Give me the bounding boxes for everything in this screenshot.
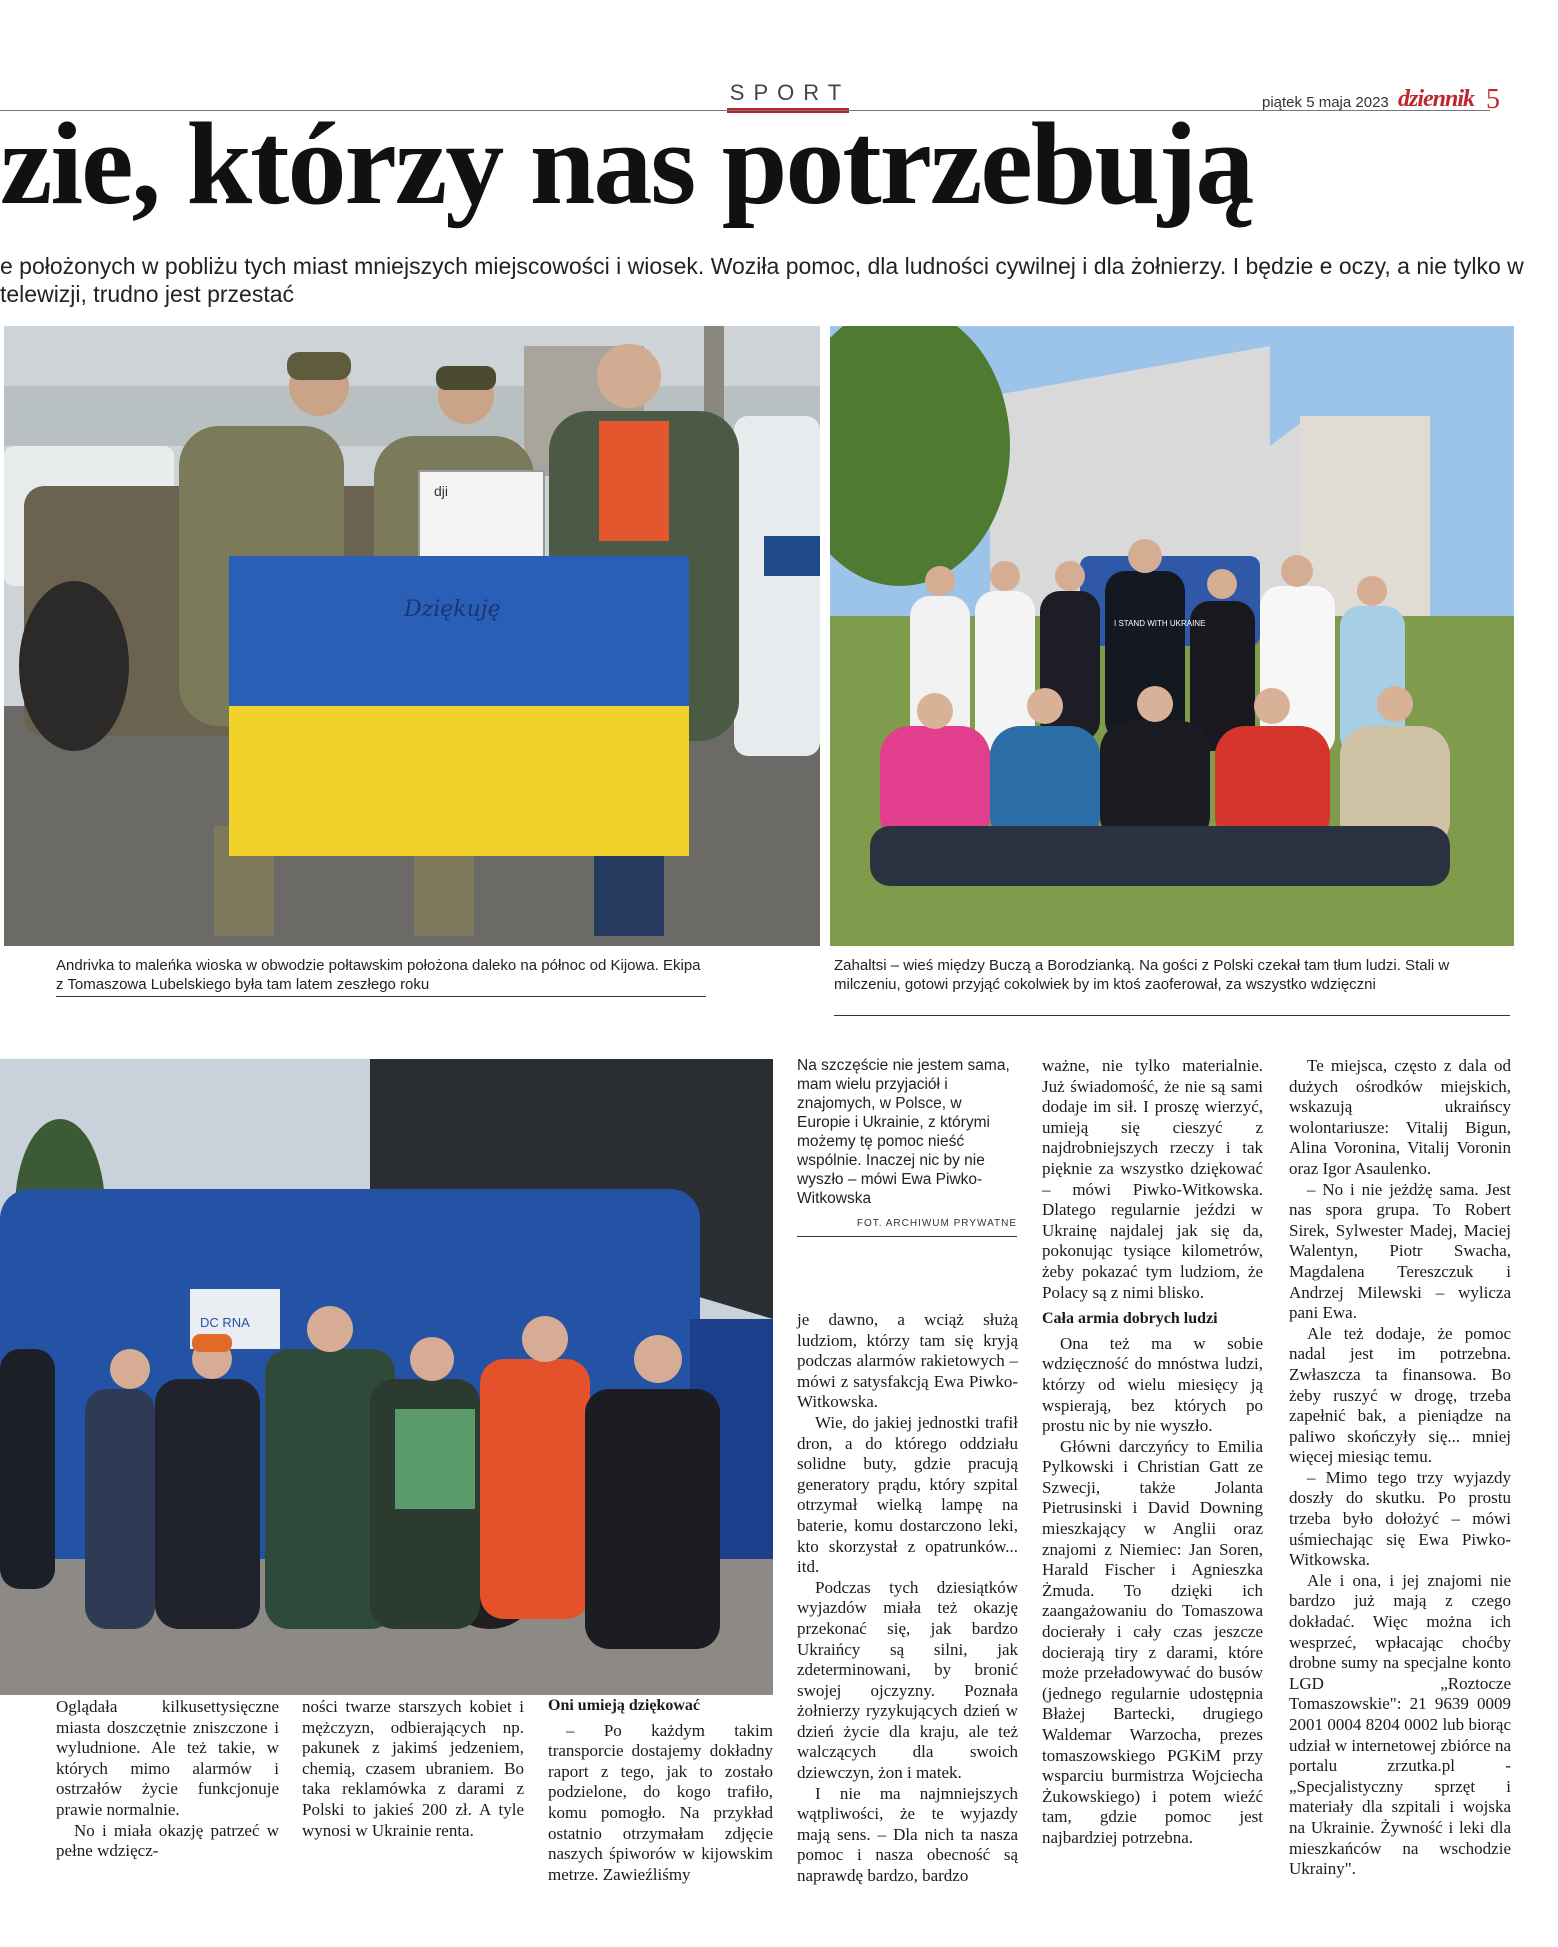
- paragraph: – No i nie jeżdżę sama. Jest nas spora grupa. To Robert Sirek, Sylwester Madej, Maciej Walentyn, Piotr Swacha, Magdalena Tereszczuk i Andrzej Milewski – wylicza pani Ewa.: [1289, 1179, 1511, 1323]
- article-column-3: [548, 1690, 773, 1885]
- paragraph: – Mimo tego trzy wyjazdy doszły do skutku. Po prostu trzeba było dołożyć – mówi uśmiechając się Ewa Piwko-Witkowska.: [1289, 1467, 1511, 1570]
- subheading: Oni umieją dziękować: [548, 1697, 700, 1714]
- lead-paragraph: e położonych w pobliżu tych miast mniejszych miejscowości i wiosek. Woziła pomoc, dla ludności cywilnej i dla żołnierzy. I będzie e oczy, a nie tylko w telewizji, trudno jest przestać: [0, 253, 1524, 307]
- paragraph: Ona też ma w sobie wdzięczność do mnóstwa ludzi, którzy od wielu miesięcy ją wspierają, bez których po prostu nic by nie wyszło.: [1042, 1333, 1263, 1436]
- subheading: Cała armia dobrych ludzi: [1042, 1310, 1218, 1328]
- paragraph: je dawno, a wciąż służą ludziom, którzy tam się kryją podczas alarmów rakietowych – mówi z satysfakcją Ewa Piwko-Witkowska.: [797, 1310, 1018, 1412]
- ukrainian-flag: [229, 556, 689, 856]
- brand-logo: dziennik: [1398, 86, 1475, 112]
- svg-text:dji: dji: [434, 483, 449, 499]
- photo-zahaltsi: [830, 326, 1514, 946]
- paragraph: – Po każdym takim transporcie dostajemy dokładny raport z tego, jak to zostało podzielone, do kogo trafiło, komu pomogło. Na przykład ostatnio otrzymałam zdjęcie naszych śpiworów w kijowskim metrze. Zawieźliśmy: [548, 1720, 773, 1884]
- svg-text:DC RNA: DC RNA: [200, 1315, 250, 1330]
- photo-team-van: [0, 1059, 773, 1695]
- photo-andrivka-caption: Andrivka to maleńka wioska w obwodzie połtawskim położona daleko na północ od Kijowa. Ekipa z Tomaszowa Lubelskiego była tam latem zeszłego roku: [56, 957, 701, 993]
- article-column-6: [1289, 1056, 1511, 1880]
- paragraph: Te miejsca, często z dala od dużych ośrodków miejskich, wskazują ukraińscy wolontariusze: Vitalij Bigun, Alina Voronina, Vitalij Voronin oraz Igor Asaulenko.: [1289, 1056, 1511, 1178]
- article-column-1: [56, 1697, 279, 1862]
- photo-andrivka: [4, 326, 820, 946]
- section-label: SPORT: [729, 80, 851, 105]
- svg-text:Dziękuję: Dziękuję: [404, 597, 501, 622]
- paragraph: ważne, nie tylko materialnie. Już świadomość, że nie są sami dodaje im sił. I proszę wierzyć, umieją się cieszyć z najdrobniejszych rzeczy i tak pięknie za wszystko dziękować – mówi Piwko-Witkowska. Dlatego regularnie jeździ w Ukrainę najdalej jak się da, pokonując tysiące kilometrów, żeby pokazać tym ludziom, że Polacy są z nimi blisko.: [1042, 1056, 1263, 1302]
- paragraph: Ale też dodaje, że pomoc nadal jest im potrzebna. Zwłaszcza ta finansowa. Bo żeby ruszyć w drogę, trzeba zapełnić bak, a pieniądze na paliwo skończyły się... mniej więcej miesiąc temu.: [1289, 1323, 1511, 1467]
- credit-rule: [797, 1236, 1017, 1237]
- caption-rule: [834, 1015, 1510, 1016]
- article-column-4: [797, 1310, 1018, 1887]
- paragraph: No i miała okazję patrzeć w pełne wdzięcz-: [56, 1820, 279, 1861]
- paragraph: Podczas tych dziesiątków wyjazdów miała też okazję przekonać się, jak bardzo Ukraińcy są silni, jak zdeterminowani, by bronić swojej ojczyzny. Poznała żołnierzy ryzykujących dzień w dzień życie dla kraju, ale też walczących dla swoich dziewczyn, żon i matek.: [797, 1577, 1018, 1783]
- paragraph: Ale i ona, i jej znajomi nie bardzo już mają z czego dokładać. Więc można ich wesprzeć, wpłacając choćby drobne sumy na specjalne konto LGD „Roztocze Tomaszowskie": 21 9639 0009 2001 0004 8204 0002 lub biorąc udział w internetowej zbiórce na portalu zrzutka.pl - „Specjalistyczny sprzęt i materiały dla szpitali i wojska na Ukrainie. Żywność i leki dla mieszkańców na wschodzie Ukrainy".: [1289, 1570, 1511, 1879]
- paragraph: Wie, do jakiej jednostki trafił dron, a do którego oddziału solidne buty, gdzie pracują generatory prądu, który szpital otrzymał wielką lampę na baterie, komu dostarczono leki, kto skorzystał z opatrunków... itd.: [797, 1412, 1018, 1577]
- photo-credit: FOT. ARCHIWUM PRYWATNE: [856, 1218, 1017, 1229]
- svg-text:I STAND WITH UKRAINE: I STAND WITH UKRAINE: [1114, 619, 1206, 628]
- headline: zie, którzy nas potrzebują: [0, 98, 1253, 229]
- article-column-2: [302, 1697, 524, 1841]
- article-column-5: [1042, 1056, 1263, 1849]
- photo-side-caption: Na szczęście nie jestem sama, mam wielu przyjaciół i znajomych, w Polsce, w Europie i Ukrainie, z którymi możemy tę pomoc nieść wspólnie. Inaczej nic by nie wyszło – mówi Ewa Piwko-Witkowska: [797, 1057, 1010, 1207]
- paragraph: ności twarze starszych kobiet i mężczyzn, odbierających np. pakunek z jakimś jedzeniem, chemią, czasem ubraniem. Bo taka reklamówka z darami z Polski to jakieś 200 zł. A tyle wynosi w Ukrainie renta.: [302, 1697, 524, 1840]
- paragraph: Główni darczyńcy to Emilia Pylkowski i Christian Gatt ze Szwecji, także Jolanta Pietrusinski i David Downing mieszkający w Anglii oraz znajomi z Niemiec: Jan Soren, Harald Fischer i Agnieszka Żmuda. To dzięki ich zaangażowaniu do Tomaszowa docierały i cały czas jeszcze docierają tiry z darami, które może przeładowywać do busów (jednego regularnie udostępnia Błażej Bartecki, drugiego Waldemar Warzocha, prezes tomaszowskiego PGKiM przy wsparciu burmistrza Wojciecha Żukowskiego) i potem wieźć tam, gdzie pomoc jest najbardziej potrzebna.: [1042, 1436, 1263, 1847]
- page-number: 5: [1486, 84, 1500, 115]
- caption-rule: [56, 996, 706, 997]
- paragraph: Oglądała kilkusettysięczne miasta doszczętnie zniszczone i wyludnione. Ale też takie, w których mimo alarmów i ostrzałów życie funkcjonuje prawie normalnie.: [56, 1697, 279, 1819]
- photo-zahaltsi-caption: Zahaltsi – wieś między Buczą a Borodzianką. Na gości z Polski czekał tam tłum ludzi. Stali w milczeniu, gotowi przyjąć cokolwiek by im ktoś zaoferował, za wszystko wdzięczni: [834, 957, 1450, 993]
- issue-date: piątek 5 maja 2023: [1262, 94, 1389, 111]
- paragraph: I nie ma najmniejszych wątpliwości, że te wyjazdy mają sens. – Dla nich ta nasza pomoc i nasza obecność są naprawdę bardzo, bardzo: [797, 1783, 1018, 1886]
